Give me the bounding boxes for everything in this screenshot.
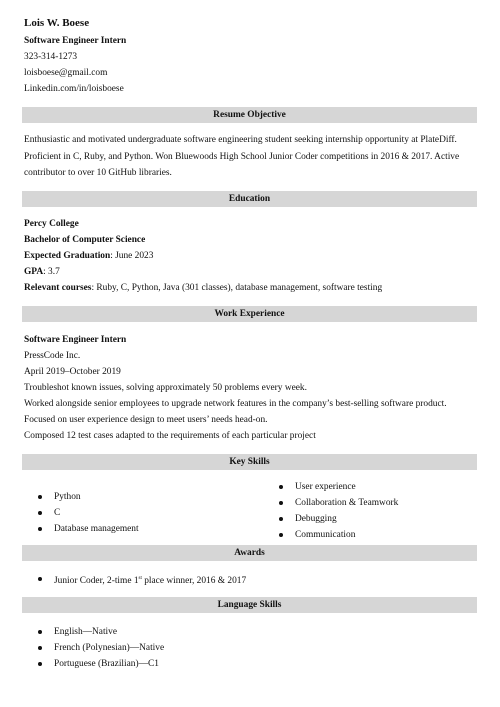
language-label: French (Polynesian)—Native xyxy=(54,643,165,653)
skills-list-right xyxy=(279,479,398,543)
list-item xyxy=(279,527,398,543)
bullet-icon xyxy=(38,662,42,666)
list-item xyxy=(38,656,164,672)
job-duty: Worked alongside senior employees to upgrade network features in the company’s best-selling software product. xyxy=(24,399,447,409)
relevant-courses xyxy=(24,282,382,294)
bullet-icon xyxy=(38,646,42,650)
section-header-awards: Awards xyxy=(22,545,477,561)
bullet-icon xyxy=(38,577,42,581)
list-item xyxy=(38,521,139,537)
bullet-icon xyxy=(38,495,42,499)
section-header-education: Education xyxy=(22,191,477,207)
skill-label: Database management xyxy=(54,524,139,534)
candidate-title: Software Engineer Intern xyxy=(24,36,127,46)
gpa xyxy=(24,266,60,278)
bullet-icon xyxy=(279,485,283,489)
courses-value: : Ruby, C, Python, Java (301 classes), database management, software testing xyxy=(91,283,383,293)
languages-list xyxy=(38,624,164,672)
skill-label: Python xyxy=(54,492,81,502)
list-item xyxy=(279,479,398,495)
section-header-languages: Language Skills xyxy=(22,597,477,613)
graduation-value: : June 2023 xyxy=(110,251,154,261)
objective-line: Enthusiastic and motivated undergraduate software engineering student seeking internship opportunity at PlateDiff. xyxy=(24,135,457,145)
list-item xyxy=(38,571,246,589)
list-item xyxy=(38,489,139,505)
school-name: Percy College xyxy=(24,219,79,229)
award-suffix: place winner, 2016 & 2017 xyxy=(141,576,247,587)
skill-label: Debugging xyxy=(295,514,337,524)
award-ordinal: st xyxy=(138,576,142,581)
candidate-name: Lois W. Boese xyxy=(24,17,90,29)
gpa-label: GPA xyxy=(24,267,44,277)
skill-label: User experience xyxy=(295,482,356,492)
language-label: English—Native xyxy=(54,627,118,637)
skills-list-left xyxy=(38,489,139,537)
objective-line: Proficient in C, Ruby, and Python. Won Bluewoods High School Junior Coder competitions in 2016 & 2017. Active xyxy=(24,151,460,162)
bullet-icon xyxy=(279,517,283,521)
linkedin-url: Linkedin.com/in/loisboese xyxy=(24,84,124,94)
section-header-work: Work Experience xyxy=(22,306,477,322)
list-item xyxy=(38,505,139,521)
section-header-objective: Resume Objective xyxy=(22,107,477,123)
section-header-skills: Key Skills xyxy=(22,454,477,470)
job-duty: Focused on user experience design to meet users’ needs head-on. xyxy=(24,415,268,425)
degree: Bachelor of Computer Science xyxy=(24,235,146,245)
bullet-icon xyxy=(38,527,42,531)
courses-label: Relevant courses xyxy=(24,283,92,293)
bullet-icon xyxy=(38,630,42,634)
objective-line: contributor to over 10 GitHub libraries. xyxy=(24,168,172,178)
bullet-icon xyxy=(279,501,283,505)
phone-number: 323-314-1273 xyxy=(24,52,78,62)
job-duty: Troubleshot known issues, solving approximately 50 problems every week. xyxy=(24,383,307,393)
graduation-label: Expected Graduation xyxy=(24,251,111,261)
language-label: Portuguese (Brazilian)—C1 xyxy=(54,659,159,669)
list-item xyxy=(279,511,398,527)
objective-text xyxy=(24,132,470,182)
bullet-icon xyxy=(279,533,283,537)
gpa-value: : 3.7 xyxy=(43,267,60,277)
awards-list xyxy=(38,571,246,589)
list-item xyxy=(279,495,398,511)
skill-label: Communication xyxy=(295,530,356,540)
job-duty: Composed 12 test cases adapted to the requirements of each particular project xyxy=(24,431,316,441)
award-prefix: Junior Coder, 2-time 1 xyxy=(54,576,139,587)
list-item xyxy=(38,640,164,656)
expected-graduation xyxy=(24,250,153,262)
email-address: loisboese@gmail.com xyxy=(24,68,108,78)
bullet-icon xyxy=(38,511,42,515)
job-title: Software Engineer Intern xyxy=(24,335,127,345)
skill-label: Collaboration & Teamwork xyxy=(295,498,399,508)
skill-label: C xyxy=(54,508,61,518)
job-dates: April 2019–October 2019 xyxy=(24,367,121,377)
company-name: PressCode Inc. xyxy=(24,351,81,361)
list-item xyxy=(38,624,164,640)
